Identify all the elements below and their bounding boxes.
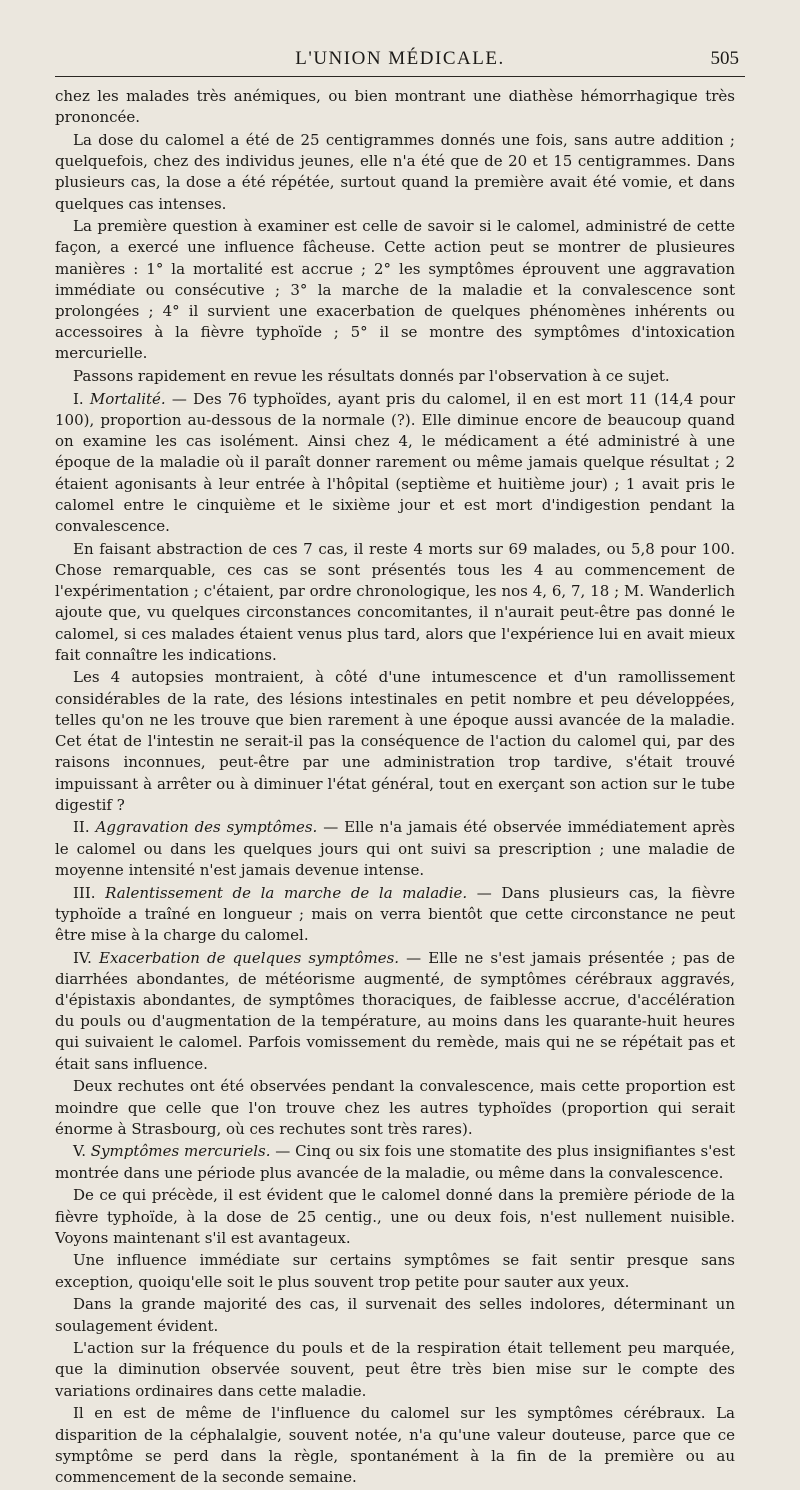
article-body bbox=[55, 86, 735, 1490]
paragraph bbox=[55, 389, 735, 537]
paragraph bbox=[55, 1185, 735, 1249]
paragraph bbox=[55, 539, 735, 666]
paragraph-text: Les 4 autopsies montraient, à côté d'une intumescence et d'un ramollissement considérables de la rate, des lésions intestinales en petit nombre et peu développées, telles qu'on ne les trouve que bien rarement à une époque aussi avancée de la maladie. Cet état de l'intestin ne serait-il pas la conséquence de l'action du calomel qui, par des raisons inconnues, peut-être par une administration trop tardive, s'était trouvé impuissant à arrêter ou à diminuer l'état général, tout en exerçant son action sur le tube digestif ? bbox=[55, 668, 735, 814]
paragraph bbox=[55, 1141, 735, 1183]
paragraph-text: Il en est de même de l'influence du calomel sur les symptômes cérébraux. La disparition de la céphalalgie, souvent notée, n'a qu'une valeur douteuse, parce que ce symptôme se perd dans la règle, spontanément à la fin de la première ou au commencement de la seconde semaine. bbox=[55, 1404, 735, 1486]
paragraph bbox=[55, 667, 735, 815]
paragraph bbox=[55, 1076, 735, 1140]
running-header bbox=[55, 44, 745, 74]
paragraph bbox=[55, 883, 735, 947]
section-number: I. bbox=[73, 389, 90, 408]
section-heading: Exacerbation de quelques symptômes. bbox=[99, 948, 400, 967]
paragraph bbox=[55, 817, 735, 881]
paragraph bbox=[55, 366, 735, 387]
section-heading: Aggravation des symptômes. bbox=[95, 818, 318, 837]
header-rule bbox=[55, 76, 745, 77]
paragraph bbox=[55, 1250, 735, 1292]
section-heading: Symptômes mercuriels. bbox=[90, 1142, 271, 1161]
paragraph bbox=[55, 216, 735, 364]
page-number: 505 bbox=[710, 48, 739, 69]
section-heading: Ralentissement de la marche de la maladie. bbox=[105, 883, 468, 902]
paragraph-text: La première question à examiner est celle de savoir si le calomel, administré de cette façon, a exercé une influence fâcheuse. Cette action peut se montrer de plusieures manières : 1° la mortalité est accrue ; 2° les symptômes éprouvent une aggravation immédiate ou consécutive ; 3° la marche de la maladie et la convalescence sont prolongées ; 4° il survient une exacerbation de quelques phénomènes inhérents ou accessoires à la fièvre typhoïde ; 5° il se montre des symptômes d'intoxication mercurielle. bbox=[55, 217, 735, 363]
section-number: II. bbox=[73, 818, 96, 837]
paragraph-text: Deux rechutes ont été observées pendant la convalescence, mais cette proportion est moindre que celle que l'on trouve chez les autres typhoïdes (proportion qui serait énorme à Strasbourg, où ces rechutes sont très rares). bbox=[55, 1077, 735, 1138]
paragraph-text: — Elle n'a jamais été observée immédiatement après le calomel ou dans les quelques jours qui ont suivi sa prescription ; une maladie de moyenne intensité n'est jamais devenue intense. bbox=[55, 818, 736, 879]
paragraph bbox=[55, 1338, 735, 1402]
section-number: IV. bbox=[73, 948, 100, 967]
journal-title: L'UNION MÉDICALE. bbox=[295, 48, 505, 69]
paragraph-text: chez les malades très anémiques, ou bien montrant une diathèse hémorrhagique très prononcée. bbox=[55, 87, 735, 127]
paragraph bbox=[55, 86, 735, 128]
paragraph-text: De ce qui précède, il est évident que le calomel donné dans la première période de la fièvre typhoïde, à la dose de 25 centig., une ou deux fois, n'est nullement nuisible. Voyons maintenant s'il est avantageux. bbox=[55, 1186, 735, 1247]
section-number: III. bbox=[73, 883, 106, 902]
section-number: V. bbox=[73, 1142, 91, 1161]
section-heading: Mortalité. bbox=[89, 389, 166, 408]
paragraph bbox=[55, 1403, 735, 1488]
paragraph-text: La dose du calomel a été de 25 centigrammes donnés une fois, sans autre addition ; quelquefois, chez des individus jeunes, elle n'a été que de 20 et 15 centigrammes. Dans plusieurs cas, la dose a été répétée, surtout quand la première avait été vomie, et dans quelques cas intenses. bbox=[55, 130, 735, 213]
paragraph-text: En faisant abstraction de ces 7 cas, il reste 4 morts sur 69 malades, ou 5,8 pour 100. Chose remarquable, ces cas se sont présentés tous les 4 au commencement de l'expérimentation ; c'étaient, par ordre chronologique, les nos 4, 6, 7, 18 ; M. Wanderlich ajoute que, vu quelques circonstances concomitantes, il n'aurait peut-être pas donné le calomel, si ces malades étaient venus plus tard, alors que l'expérience lui en avait mieux fait connaître les indications. bbox=[55, 539, 735, 664]
paragraph-text: — Cinq ou six fois une stomatite des plus insignifiantes s'est montrée dans une période plus avancée de la maladie, ou même dans la convalescence. bbox=[55, 1142, 735, 1182]
paragraph-text: — Elle ne s'est jamais présentée ; pas de diarrhées abondantes, de météorisme augmenté, de symptômes cérébraux aggravés, d'épistaxis abondantes, de symptômes thoraciques, de faiblesse accrue, d'accélération du pouls ou d'augmentation de la température, au moins dans les quarante-huit heures qui suivaient le calomel. Parfois vomissement du remède, mais qui ne se répétait pas et était sans influence. bbox=[55, 948, 736, 1073]
paragraph-text: Passons rapidement en revue les résultats donnés par l'observation à ce sujet. bbox=[73, 367, 670, 386]
paragraph bbox=[55, 1294, 735, 1336]
paragraph bbox=[55, 130, 735, 215]
paragraph bbox=[55, 948, 735, 1075]
paragraph-text: Une influence immédiate sur certains symptômes se fait sentir presque sans exception, quoiqu'elle soit le plus souvent trop petite pour sauter aux yeux. bbox=[55, 1251, 735, 1291]
paragraph-text: — Dans plusieurs cas, la fièvre typhoïde a traîné en longueur ; mais on verra bientôt que cette circonstance ne peut être mise à la charge du calomel. bbox=[55, 883, 735, 944]
paragraph-text: Dans la grande majorité des cas, il survenait des selles indolores, déterminant un soulagement évident. bbox=[55, 1295, 735, 1335]
paragraph-text: — Des 76 typhoïdes, ayant pris du calomel, il en est mort 11 (14,4 pour 100), proportion au-dessous de la normale (?). Elle diminue encore de beaucoup quand on examine les cas isolément. Ainsi chez 4, le médicament a été administré à une époque de la maladie où il paraît donner rarement ou même jamais quelque résultat ; 2 étaient agonisants à leur entrée à l'hôpital (septième et huitième jour) ; 1 avait pris le calomel entre le cinquième et le sixième jour et est mort d'indigestion pendant la convalescence. bbox=[55, 389, 735, 536]
paragraph-text: L'action sur la fréquence du pouls et de la respiration était tellement peu marquée, que la diminution observée souvent, peut être très bien mise sur le compte des variations ordinaires dans cette maladie. bbox=[55, 1339, 735, 1400]
